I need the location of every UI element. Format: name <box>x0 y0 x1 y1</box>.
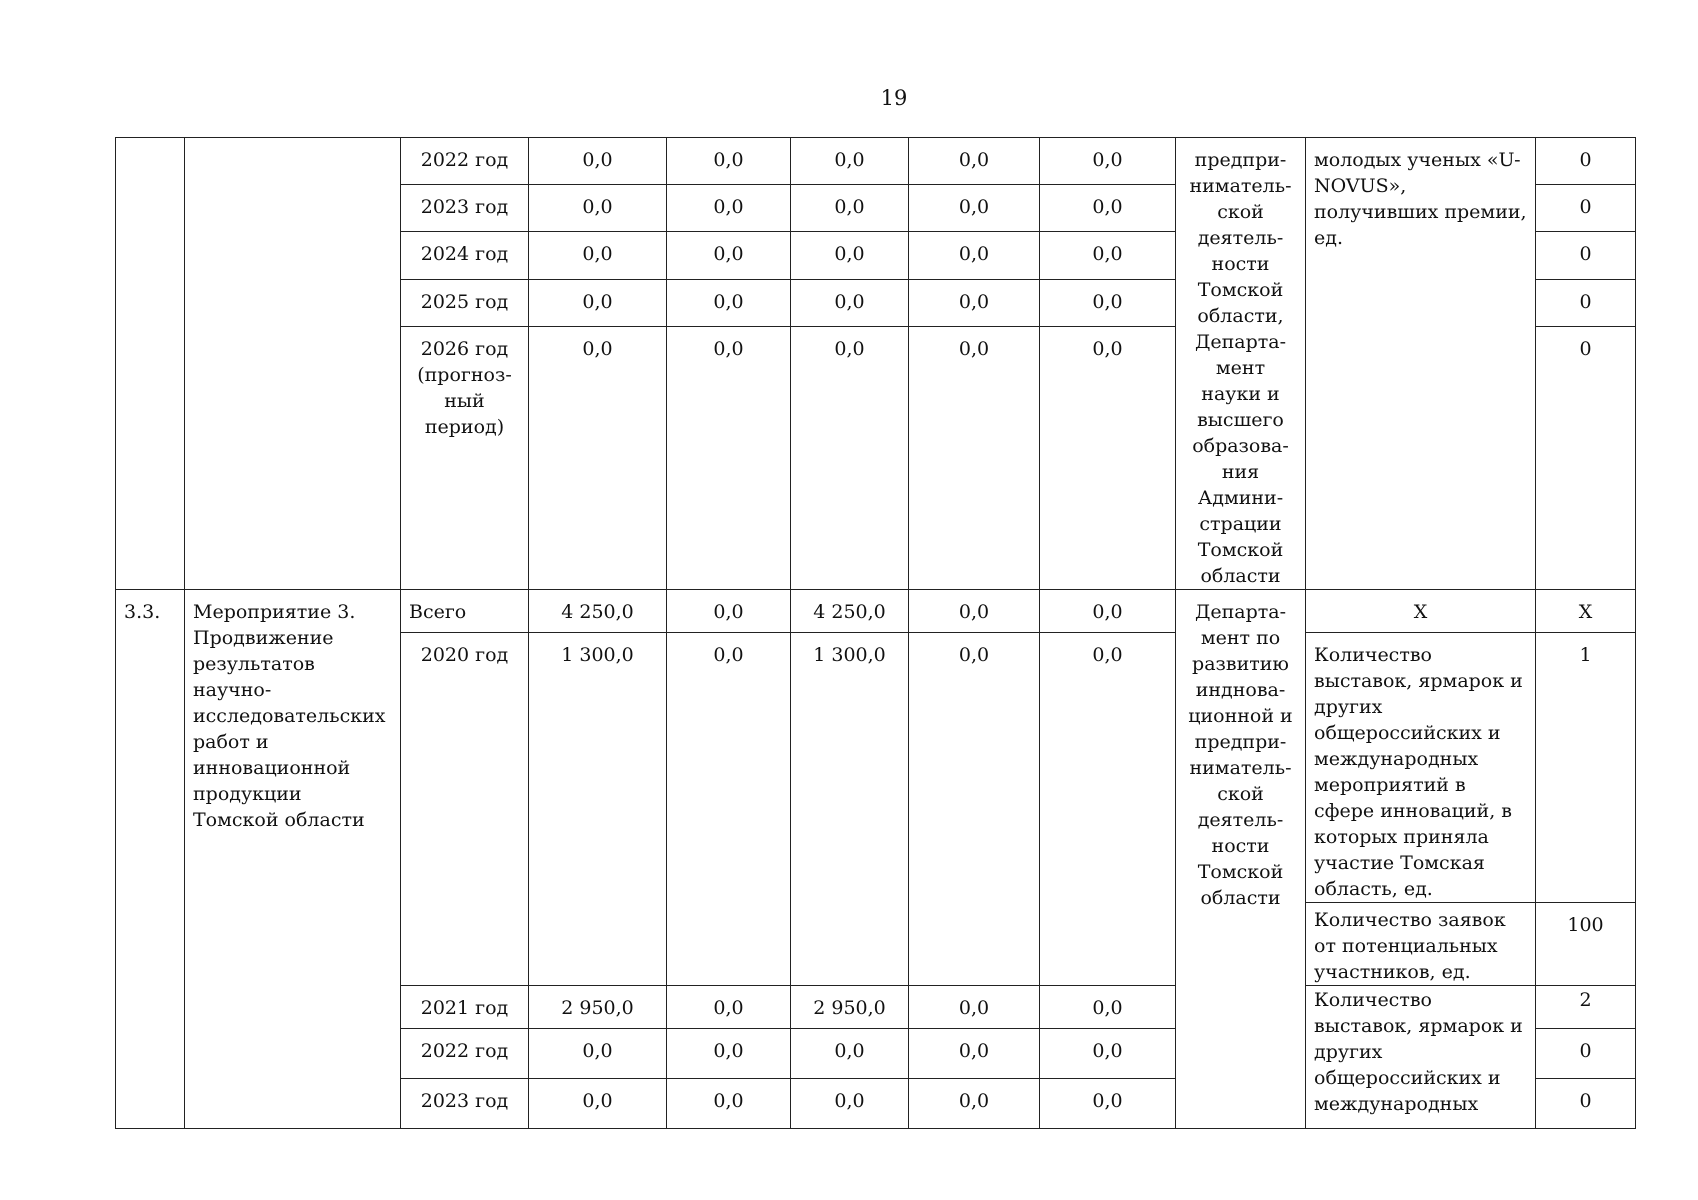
indicator-value-cell: 100 <box>1536 903 1636 986</box>
year-cell: 2023 год <box>401 185 529 232</box>
executor-cell: Департа-мент по развитию инднова-ционной и предпри-ниматель-ской деятель-ности Томской области <box>1176 590 1306 1129</box>
value-cell: 0,0 <box>667 633 791 986</box>
value-cell: 0,0 <box>529 138 667 185</box>
indicator-name-cell: Количество выставок, ярмарок и других общероссийских и международных мероприятий в сфере инноваций, в которых приняла участие Томская область, ед. <box>1306 633 1536 903</box>
year-cell: 2024 год <box>401 232 529 279</box>
indicator-name-cell: Х <box>1306 590 1536 633</box>
value-cell: 0,0 <box>529 326 667 589</box>
value-cell: 2 950,0 <box>529 986 667 1029</box>
value-cell: 0,0 <box>909 986 1040 1029</box>
indicator-value-cell: Х <box>1536 590 1636 633</box>
item-name-cell: Мероприятие 3. Продвижение результатов научно-исследовательских работ и инновационной продукции Томской области <box>185 590 401 1129</box>
value-cell: 2 950,0 <box>791 986 909 1029</box>
table-row <box>116 590 1636 633</box>
value-cell: 0,0 <box>1040 633 1176 986</box>
value-cell: 0,0 <box>791 232 909 279</box>
value-cell: 4 250,0 <box>791 590 909 633</box>
executor-cell: предпри-ниматель-ской деятель-ности Томской области, Департа-мент науки и высшего образова-ния Админи-страции Томской области <box>1176 138 1306 590</box>
value-cell: 0,0 <box>667 1079 791 1129</box>
value-cell: 0,0 <box>1040 1029 1176 1079</box>
value-cell: 0,0 <box>529 185 667 232</box>
year-cell: Всего <box>401 590 529 633</box>
indicator-value-cell: 0 <box>1536 1079 1636 1129</box>
value-cell: 0,0 <box>791 326 909 589</box>
value-cell: 0,0 <box>667 279 791 326</box>
year-cell: 2023 год <box>401 1079 529 1129</box>
indicator-value-cell: 0 <box>1536 185 1636 232</box>
value-cell: 0,0 <box>1040 232 1176 279</box>
indicator-value-cell: 0 <box>1536 138 1636 185</box>
value-cell: 0,0 <box>529 1079 667 1129</box>
value-cell: 0,0 <box>909 185 1040 232</box>
page-number: 19 <box>880 86 908 110</box>
value-cell: 0,0 <box>667 185 791 232</box>
budget-table <box>115 137 1636 1129</box>
value-cell: 0,0 <box>909 633 1040 986</box>
indicator-value-cell: 0 <box>1536 232 1636 279</box>
value-cell: 0,0 <box>791 1079 909 1129</box>
year-cell: 2020 год <box>401 633 529 986</box>
value-cell: 0,0 <box>667 986 791 1029</box>
value-cell: 1 300,0 <box>529 633 667 986</box>
indicator-value-cell: 0 <box>1536 279 1636 326</box>
year-cell: 2022 год <box>401 1029 529 1079</box>
value-cell: 0,0 <box>1040 185 1176 232</box>
indicator-name-cell: молодых ученых «U-NOVUS», получивших премии, ед. <box>1306 138 1536 590</box>
value-cell: 0,0 <box>529 232 667 279</box>
indicator-name-cell: Количество выставок, ярмарок и других общероссийских и международных <box>1306 986 1536 1129</box>
value-cell: 0,0 <box>791 1029 909 1079</box>
value-cell: 0,0 <box>1040 1079 1176 1129</box>
value-cell: 0,0 <box>791 138 909 185</box>
year-cell: 2026 год (прогноз-ный период) <box>401 326 529 589</box>
value-cell: 0,0 <box>909 1079 1040 1129</box>
value-cell: 0,0 <box>529 1029 667 1079</box>
name-cell <box>185 138 401 590</box>
number-cell <box>116 138 185 590</box>
indicator-name-cell: Количество заявок от потенциальных участников, ед. <box>1306 903 1536 986</box>
year-cell: 2025 год <box>401 279 529 326</box>
value-cell: 0,0 <box>529 279 667 326</box>
value-cell: 0,0 <box>1040 138 1176 185</box>
indicator-value-cell: 0 <box>1536 326 1636 589</box>
value-cell: 0,0 <box>791 279 909 326</box>
item-number-cell: 3.3. <box>116 590 185 1129</box>
value-cell: 0,0 <box>667 232 791 279</box>
value-cell: 0,0 <box>909 279 1040 326</box>
value-cell: 1 300,0 <box>791 633 909 986</box>
indicator-value-cell: 1 <box>1536 633 1636 903</box>
table-row <box>116 138 1636 185</box>
value-cell: 0,0 <box>791 185 909 232</box>
value-cell: 0,0 <box>909 138 1040 185</box>
value-cell: 0,0 <box>667 590 791 633</box>
value-cell: 0,0 <box>667 326 791 589</box>
indicator-value-cell: 2 <box>1536 986 1636 1029</box>
value-cell: 0,0 <box>1040 590 1176 633</box>
value-cell: 0,0 <box>909 232 1040 279</box>
year-cell: 2021 год <box>401 986 529 1029</box>
value-cell: 0,0 <box>1040 279 1176 326</box>
value-cell: 0,0 <box>909 590 1040 633</box>
year-cell: 2022 год <box>401 138 529 185</box>
value-cell: 0,0 <box>1040 986 1176 1029</box>
value-cell: 0,0 <box>1040 326 1176 589</box>
value-cell: 0,0 <box>909 1029 1040 1079</box>
indicator-value-cell: 0 <box>1536 1029 1636 1079</box>
value-cell: 4 250,0 <box>529 590 667 633</box>
value-cell: 0,0 <box>667 1029 791 1079</box>
value-cell: 0,0 <box>667 138 791 185</box>
value-cell: 0,0 <box>909 326 1040 589</box>
